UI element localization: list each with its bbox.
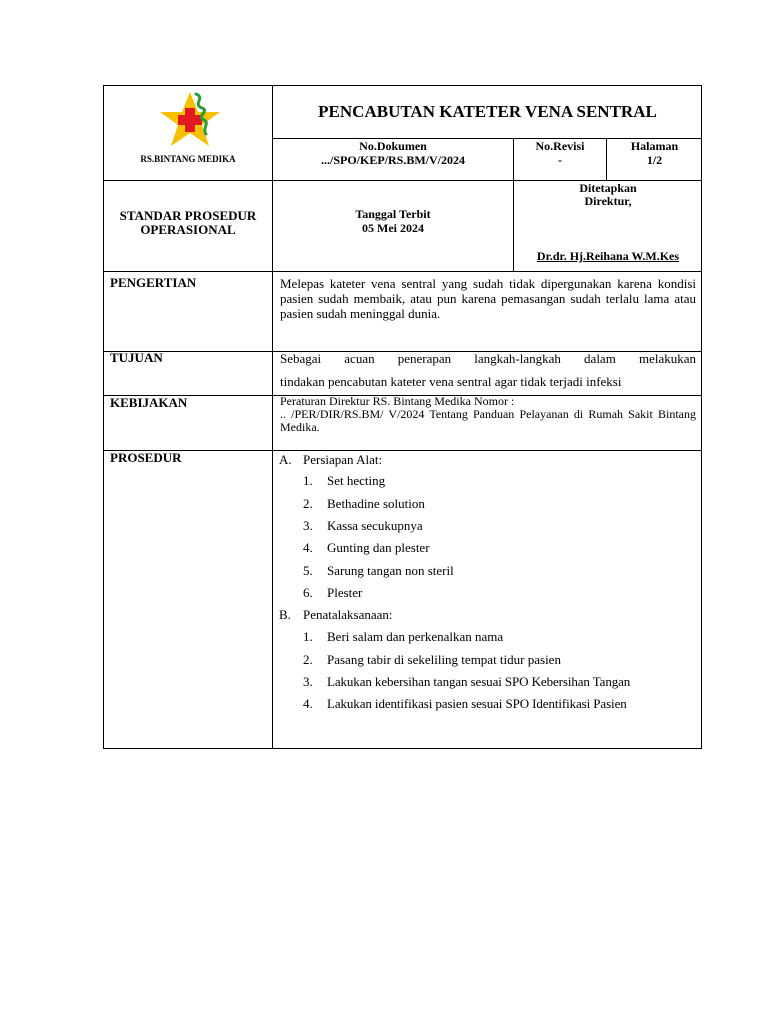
- item-number: 4.: [303, 540, 313, 555]
- no-dokumen-value: .../SPO/KEP/RS.BM/V/2024: [320, 153, 465, 167]
- item-text: Gunting dan plester: [327, 540, 430, 555]
- item-number: 3.: [303, 674, 313, 689]
- kebijakan-label: KEBIJAKAN: [110, 395, 188, 410]
- pengertian-label: PENGERTIAN: [110, 275, 197, 290]
- tujuan-label: TUJUAN: [110, 350, 163, 365]
- spo-document-table: [103, 85, 702, 749]
- section-a-marker: A.: [279, 452, 292, 467]
- section-b-marker: B.: [279, 607, 291, 622]
- no-revisi-label: No.Revisi: [535, 139, 585, 153]
- item-number: 2.: [303, 652, 313, 667]
- signer-name: Dr.dr. Hj.Reihana W.M.Kes: [536, 249, 680, 263]
- section-a-title: Persiapan Alat:: [303, 452, 383, 467]
- no-dokumen-label: No.Dokumen: [359, 139, 427, 153]
- prosedur-label: PROSEDUR: [110, 450, 182, 465]
- item-number: 4.: [303, 696, 313, 711]
- item-text: Sarung tangan non steril: [327, 563, 454, 578]
- item-number: 6.: [303, 585, 313, 600]
- ditetapkan-label: Ditetapkan: [579, 181, 637, 195]
- item-number: 1.: [303, 629, 313, 644]
- tanggal-terbit-value: 05 Mei 2024: [362, 221, 424, 235]
- item-number: 2.: [303, 496, 313, 511]
- logo-cell: [104, 86, 272, 180]
- section-b-title: Penatalaksanaan:: [303, 607, 393, 622]
- pengertian-text: Melepas kateter vena sentral yang sudah tidak dipergunakan karena kondisi pasien sudah membaik, atau pun karena pemasangan sudah terlalu lama atau pasien sudah meninggal dunia.: [280, 276, 696, 321]
- item-number: 3.: [303, 518, 313, 533]
- no-revisi-value: -: [558, 153, 562, 167]
- star-logo-icon: [152, 90, 228, 150]
- tanggal-terbit-label: Tanggal Terbit: [355, 207, 431, 221]
- halaman-value: 1/2: [646, 153, 663, 167]
- item-text: Lakukan identifikasi pasien sesuai SPO Identifikasi Pasien: [327, 696, 627, 711]
- item-text: Set hecting: [327, 473, 386, 488]
- item-text: Lakukan kebersihan tangan sesuai SPO Kebersihan Tangan: [327, 674, 631, 689]
- tujuan-line-2: tindakan pencabutan kateter vena sentral agar tidak terjadi infeksi: [280, 374, 622, 389]
- item-number: 1.: [303, 473, 313, 488]
- direktur-label: Direktur,: [584, 194, 632, 208]
- item-text: Beri salam dan perkenalkan nama: [327, 629, 504, 644]
- kebijakan-line-2: .. /PER/DIR/RS.BM/ V/2024 Tentang Panduan Pelayanan di Rumah Sakit Bintang Medika.: [280, 407, 696, 434]
- spo-line-2: OPERASIONAL: [140, 222, 236, 237]
- document-title: PENCABUTAN KATETER VENA SENTRAL: [318, 102, 657, 121]
- kebijakan-line-1: Peraturan Direktur RS. Bintang Medika Nomor :: [280, 394, 515, 408]
- hospital-name: RS.BINTANG MEDIKA: [140, 154, 236, 164]
- item-text: Bethadine solution: [327, 496, 425, 511]
- item-text: Kassa secukupnya: [327, 518, 423, 533]
- tujuan-line-1: Sebagai acuan penerapan langkah-langkah dalam melakukan: [280, 351, 696, 366]
- item-text: Pasang tabir di sekeliling tempat tidur pasien: [327, 652, 561, 667]
- spo-line-1: STANDAR PROSEDUR: [119, 208, 257, 223]
- item-text: Plester: [327, 585, 363, 600]
- item-number: 5.: [303, 563, 313, 578]
- halaman-label: Halaman: [630, 139, 679, 153]
